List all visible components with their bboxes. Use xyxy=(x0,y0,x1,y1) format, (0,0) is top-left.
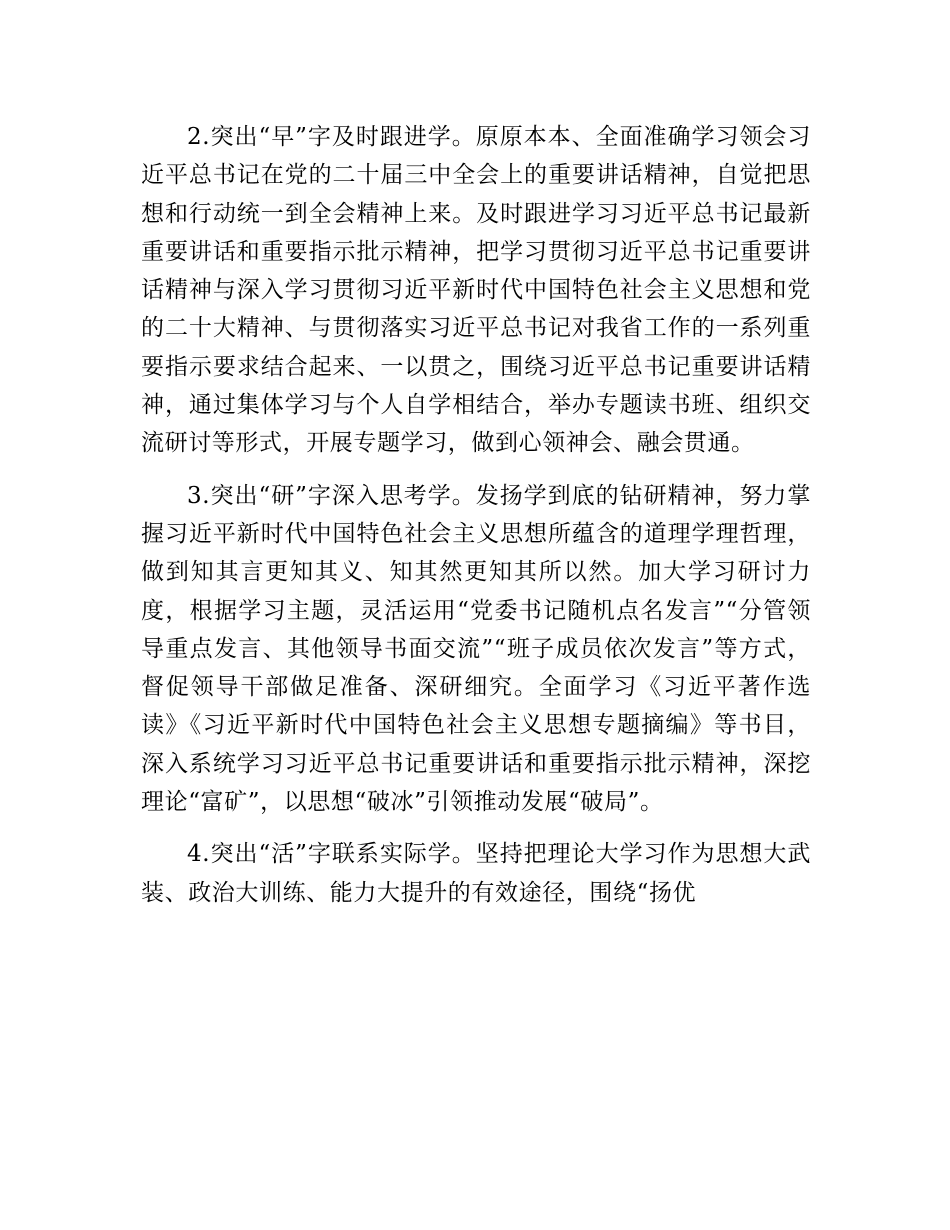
paragraph-4-practical-learning: 4.突出“活”字联系实际学。坚持把理论大学习作为思想大武装、政治大训练、能力大提升的有效途径，围绕“扬优 xyxy=(141,841,811,906)
document-body xyxy=(141,118,811,926)
paragraph-3-deep-study: 3.突出“研”字深入思考学。发扬学到底的钻研精神，努力掌握习近平新时代中国特色社会主义思想所蕴含的道理学理哲理，做到知其言更知其义、知其然更知其所以然。加大学习研讨力度，根据学习主题，灵活运用“党委书记随机点名发言”“分管领导重点发言、其他领导书面交流”“班子成员依次发言”等方式，督促领导干部做足准备、深研细究。全面学习《习近平著作选读》《习近平新时代中国特色社会主义思想专题摘编》等书目，深入系统学习习近平总书记重要讲话和重要指示批示精神，深挖理论“富矿”，以思想“破冰”引领推动发展“破局”。 xyxy=(141,482,811,816)
paragraph-2-early-learning: 2.突出“早”字及时跟进学。原原本本、全面准确学习领会习近平总书记在党的二十届三中全会上的重要讲话精神，自觉把思想和行动统一到全会精神上来。及时跟进学习习近平总书记最新重要讲话和重要指示批示精神，把学习贯彻习近平总书记重要讲话精神与深入学习贯彻习近平新时代中国特色社会主义思想和党的二十大精神、与贯彻落实习近平总书记对我省工作的一系列重要指示要求结合起来、一以贯之，围绕习近平总书记重要讲话精神，通过集体学习与个人自学相结合，举办专题读书班、组织交流研讨等形式，开展专题学习，做到心领神会、融会贯通。 xyxy=(141,124,811,457)
